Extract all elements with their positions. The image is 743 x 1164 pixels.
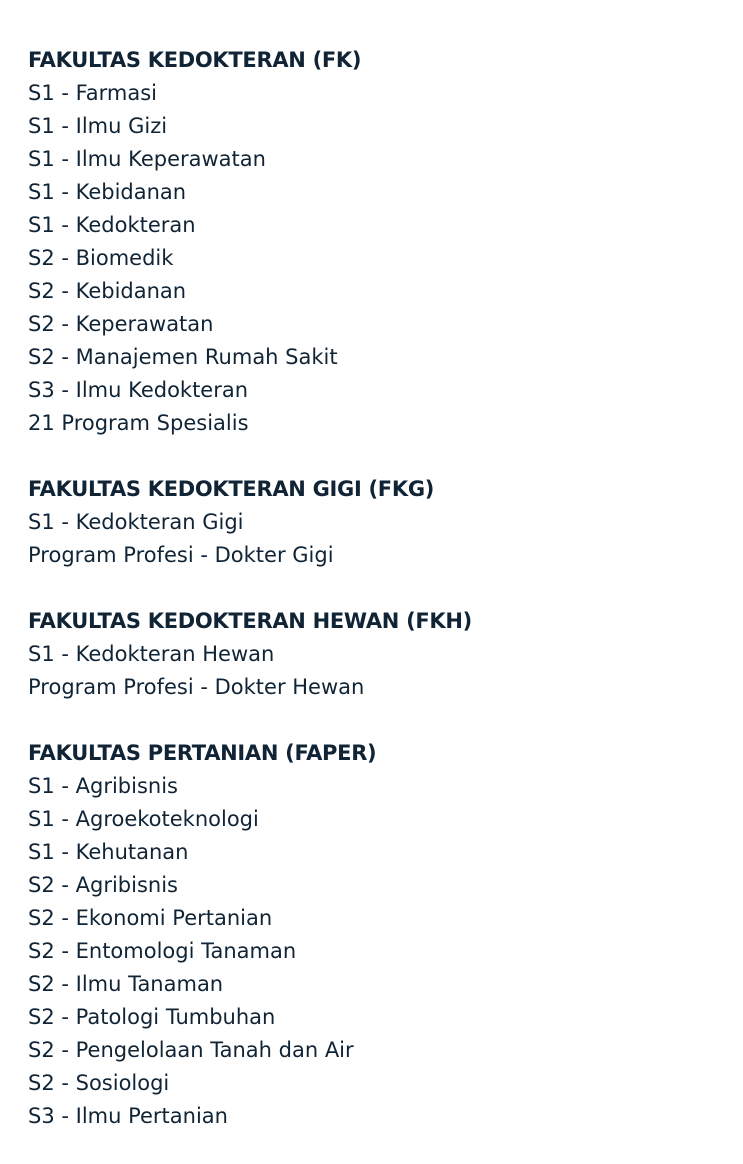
program-item: S2 - Ekonomi Pertanian <box>28 906 273 930</box>
program-item: S1 - Farmasi <box>28 81 158 105</box>
faculty-heading: FAKULTAS KEDOKTERAN HEWAN (FKH) <box>28 609 472 633</box>
program-list <box>28 77 715 440</box>
faculty-heading: FAKULTAS KEDOKTERAN GIGI (FKG) <box>28 477 435 501</box>
program-item: S1 - Kehutanan <box>28 840 189 864</box>
program-item: S1 - Kedokteran <box>28 213 196 237</box>
program-item: S2 - Biomedik <box>28 246 174 270</box>
faculty-section-fkh <box>28 605 715 704</box>
program-item: S2 - Entomologi Tanaman <box>28 939 297 963</box>
program-list <box>28 506 715 572</box>
faculty-heading: FAKULTAS KEDOKTERAN (FK) <box>28 48 362 72</box>
program-item: S3 - Ilmu Kedokteran <box>28 378 249 402</box>
program-item: S1 - Ilmu Keperawatan <box>28 147 266 171</box>
program-item: 21 Program Spesialis <box>28 411 249 435</box>
program-item: S2 - Sosiologi <box>28 1071 170 1095</box>
program-item: S1 - Agribisnis <box>28 774 178 798</box>
program-item: S1 - Kebidanan <box>28 180 187 204</box>
program-list <box>28 638 715 704</box>
program-item: S2 - Patologi Tumbuhan <box>28 1005 276 1029</box>
faculty-section-fkg <box>28 473 715 572</box>
faculty-section-faper <box>28 737 715 1133</box>
program-item: S1 - Kedokteran Hewan <box>28 642 275 666</box>
program-item: S1 - Kedokteran Gigi <box>28 510 244 534</box>
program-list <box>28 770 715 1133</box>
faculty-heading: FAKULTAS PERTANIAN (FAPER) <box>28 741 377 765</box>
program-item: S2 - Agribisnis <box>28 873 178 897</box>
program-item: S2 - Pengelolaan Tanah dan Air <box>28 1038 354 1062</box>
program-item: S2 - Ilmu Tanaman <box>28 972 224 996</box>
faculty-section-fk <box>28 44 715 440</box>
program-item: S1 - Agroekoteknologi <box>28 807 259 831</box>
program-item: S2 - Keperawatan <box>28 312 214 336</box>
program-item: S2 - Kebidanan <box>28 279 187 303</box>
program-item: S3 - Ilmu Pertanian <box>28 1104 228 1128</box>
program-item: S1 - Ilmu Gizi <box>28 114 168 138</box>
program-item: Program Profesi - Dokter Gigi <box>28 543 334 567</box>
program-item: Program Profesi - Dokter Hewan <box>28 675 365 699</box>
program-item: S2 - Manajemen Rumah Sakit <box>28 345 338 369</box>
